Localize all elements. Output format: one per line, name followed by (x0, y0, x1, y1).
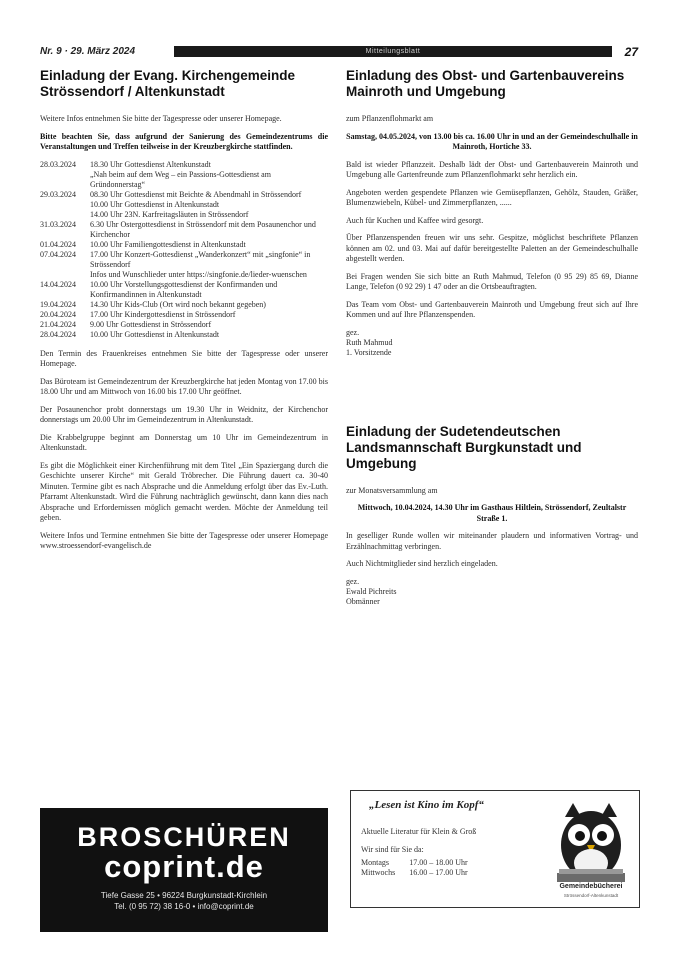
church-intro: Weitere Infos entnehmen Sie bitte der Tagespresse oder unserer Homepage. (40, 114, 282, 123)
schedule-row (40, 170, 328, 190)
ad-address: Tiefe Gasse 25 • 96224 Burgkunstadt-Kirchlein (100, 891, 268, 900)
kirchenfuehrung-text: Es gibt die Möglichkeit einer Kirchenführung mit dem Titel „Ein Spaziergang durch die Geschichte unserer Kirche“ mit Gerald Tröbrecher. Die Führung dauert ca. 30-40 Minuten. Termine gibt es nach Absprache und die Anmeldung erfolgt über das Ev.-Luth. Pfarramt Altenkunstadt. Wird die Führung nachträglich gewünscht, dann kann dies nach Absprache und Erfordernissen möglich gemacht werden. Möchte der Anmeldung teil geben. (40, 460, 328, 522)
schedule-text: 18.30 Uhr Gottesdienst Altenkunstadt (90, 159, 211, 169)
signature-line: gez. (346, 576, 360, 586)
header-bar (174, 46, 612, 57)
schedule-text: 10.00 Uhr Gottesdienst in Altenkunstadt (90, 329, 220, 339)
sudeten-signature (346, 577, 638, 607)
hours-time: 16.00 – 17.00 Uhr (409, 868, 468, 877)
garden-p4: Über Pflanzenspenden freuen wir uns sehr. Gespitze, möglichst beschriftete Pflanzen können am 02. und 03. Mai auf dafür bereitgestellte Paletten an der Gemeindeschulhalle abgestellt werden. (346, 233, 638, 263)
schedule-date: 19.04.2024 (40, 299, 76, 309)
garden-p2: Angeboten werden gespendete Pflanzen wie Gemüsepflanzen, Gehölz, Stauden, Gräßer, Blumenzwiebeln, Kübel- und Zimmerpflanzen, ...... (346, 187, 638, 207)
ad-brand: coprint.de (104, 849, 264, 884)
schedule-date: 01.04.2024 (40, 239, 76, 249)
schedule-date: 29.03.2024 (40, 189, 76, 199)
schedule-text: 10.00 Uhr Vorstellungsgottesdienst der Konfirmanden und Konfirmandinnen in Altenkunstadt (90, 279, 278, 299)
library-name: Gemeindebücherei (559, 883, 623, 890)
garden-p5: Bei Fragen wenden Sie sich bitte an Ruth Mahmud, Telefon (0 95 29) 85 69, Dianne Lange, Telefon (0 92 29) 1 47 oder an die Ortsbeauftragten. (346, 271, 638, 291)
ad-headline: BROSCHÜREN (77, 822, 291, 852)
schedule-date (40, 270, 90, 280)
posaunenchor-text: Der Posaunenchor probt donnerstags um 19.30 Uhr in Weidnitz, der Kirchenchor donnerstags um 20.00 Uhr im Gemeindezentrum in Altenkunstadt. (40, 404, 328, 424)
library-place: Strössendorf-Altenkunstadt (563, 893, 619, 898)
schedule-date (40, 170, 90, 190)
schedule-text: 9.00 Uhr Gottesdienst in Strössendorf (90, 319, 212, 329)
schedule-row (40, 310, 328, 320)
church-schedule (40, 160, 328, 340)
schedule-row (40, 300, 328, 310)
krabbelgruppe-text: Die Krabbelgruppe beginnt am Donnerstag um 10 Uhr im Gemeindezentrum in Altenkunstadt. (40, 432, 328, 452)
sudeten-when: Mittwoch, 10.04.2024, 14.30 Uhr im Gasthaus Hiltlein, Strössendorf, Zeultalstr Straße 1. (357, 503, 627, 523)
signature-line: Obmänner (346, 596, 380, 606)
schedule-text: 17.00 Uhr Konzert-Gottesdienst „Wanderkonzert“ mit „singfonie“ in Strössendorf (90, 249, 311, 269)
schedule-text: 14.00 Uhr 23N. Karfreitagsläuten in Strössendorf (90, 209, 249, 219)
signature-line: gez. (346, 327, 360, 337)
schedule-text: 10.00 Uhr Familiengottesdienst in Altenkunstadt (90, 239, 246, 249)
schedule-row (40, 320, 328, 330)
schedule-text: Infos und Wunschlieder unter https://singfonie.de/lieder-wuenschen (90, 269, 307, 279)
header-bar-label: Mitteilungsblatt (365, 48, 421, 55)
garden-p6: Das Team vom Obst- und Gartenbauverein Mainroth und Umgebung freut sich auf Ihre Kommen und auf Ihre Pflanzenspenden. (346, 299, 638, 319)
schedule-text: 17.00 Uhr Kindergottesdienst in Strössendorf (90, 309, 236, 319)
schedule-row (40, 280, 328, 300)
schedule-date: 28.04.2024 (40, 329, 76, 339)
schedule-date: 28.03.2024 (40, 159, 76, 169)
signature-line: Ewald Pichreits (346, 586, 397, 596)
hours-row (361, 868, 482, 878)
sudeten-title: Einladung der Sudetendeutschen Landsmannschaft Burgkunstadt und Umgebung (346, 423, 582, 471)
schedule-text: „Nah beim auf dem Weg – ein Passions-Gottesdienst am Gründonnerstag“ (90, 169, 271, 189)
schedule-date (40, 210, 90, 220)
garden-p3: Auch für Kuchen und Kaffee wird gesorgt. (346, 215, 484, 225)
page-number: 27 (624, 44, 638, 59)
schedule-date: 14.04.2024 (40, 279, 76, 289)
library-ad (350, 790, 640, 908)
schedule-row (40, 250, 328, 270)
schedule-row (40, 160, 328, 170)
schedule-date: 07.04.2024 (40, 249, 76, 259)
issue-label: Nr. 9 · 29. März 2024 (40, 46, 136, 57)
library-hours (361, 858, 482, 878)
schedule-row (40, 240, 328, 250)
garden-signature (346, 328, 638, 358)
church-notice: Bitte beachten Sie, dass aufgrund der Sanierung des Gemeindezentrums die Veranstaltungen und Treffen teilweise in der Kreuzbergkirche stattfinden. (40, 131, 328, 151)
sudeten-p1: In geselliger Runde wollen wir miteinander plaudern und informativen Vortrag- und Erzählnachmittag verbringen. (346, 531, 638, 551)
schedule-text: 10.00 Uhr Gottesdienst in Altenkunstadt (90, 199, 220, 209)
left-column (40, 68, 328, 559)
sudeten-p2: Auch Nichtmitglieder sind herzlich eingeladen. (346, 559, 498, 568)
garden-intro: zum Pflanzenflohmarkt am (346, 114, 434, 123)
library-hours-label: Wir sind für Sie da: (361, 845, 424, 854)
schedule-text: 6.30 Uhr Ostergottesdienst in Strössendorf mit dem Posaunenchor und Kirchenchor (90, 219, 316, 239)
church-title: Einladung der Evang. Kirchengemeinde Strössendorf / Altenkunstadt (40, 68, 296, 99)
schedule-row (40, 270, 328, 280)
garden-when: Samstag, 04.05.2024, von 13.00 bis ca. 16.00 Uhr in und an der Gemeindeschulhalle in Mainroth, Hortiche 33. (346, 131, 638, 151)
schedule-date: 31.03.2024 (40, 219, 76, 229)
hours-time: 17.00 – 18.00 Uhr (409, 858, 468, 867)
coprint-ad (40, 808, 328, 932)
schedule-date: 21.04.2024 (40, 319, 76, 329)
frauenkreis-text: Den Termin des Frauenkreises entnehmen Sie bitte der Tagespresse oder unserer Homepage. (40, 348, 328, 368)
church-outro: Weitere Infos und Termine entnehmen Sie bitte der Tagespresse oder unserer Homepage www.stroessendorf-evangelisch.de (40, 530, 328, 550)
owl-icon (547, 795, 635, 887)
right-column (346, 68, 638, 607)
sudeten-intro: zur Monatsversammlung am (346, 485, 438, 495)
ad-contact: Tel. (0 95 72) 38 16-0 • info@coprint.de (114, 902, 254, 911)
schedule-row (40, 220, 328, 240)
hours-day: Montags (361, 858, 389, 867)
hours-day: Mittwochs (361, 868, 396, 877)
schedule-row (40, 330, 328, 340)
schedule-row (40, 210, 328, 220)
schedule-date: 20.04.2024 (40, 309, 76, 319)
garden-title: Einladung des Obst- und Gartenbauvereins Mainroth und Umgebung (346, 68, 625, 99)
schedule-row (40, 200, 328, 210)
library-subtitle: Aktuelle Literatur für Klein & Groß (361, 827, 477, 836)
schedule-text: 14.30 Uhr Kids-Club (Ort wird noch bekannt gegeben) (90, 299, 266, 309)
schedule-row (40, 190, 328, 200)
signature-line: Ruth Mahmud (346, 337, 393, 347)
schedule-text: 08.30 Uhr Gottesdienst mit Beichte & Abendmahl in Strössendorf (90, 189, 302, 199)
buero-text: Das Büroteam ist Gemeindezentrum der Kreuzbergkirche hat jeden Montag von 17.00 bis 18.00 Uhr und am Mittwoch von 16.00 bis 17.00 Uhr geöffnet. (40, 376, 328, 396)
schedule-date (40, 200, 90, 210)
hours-row (361, 858, 482, 868)
signature-line: 1. Vorsitzende (346, 347, 392, 357)
garden-p1: Bald ist wieder Pflanzzeit. Deshalb lädt der Obst- und Gartenbauverein Mainroth und Umgebung alle Gartenfreunde zum Pflanzenflohmarkt sehr herzlich ein. (346, 159, 638, 179)
library-slogan: „Lesen ist Kino im Kopf“ (369, 799, 484, 811)
page-header (40, 45, 638, 58)
